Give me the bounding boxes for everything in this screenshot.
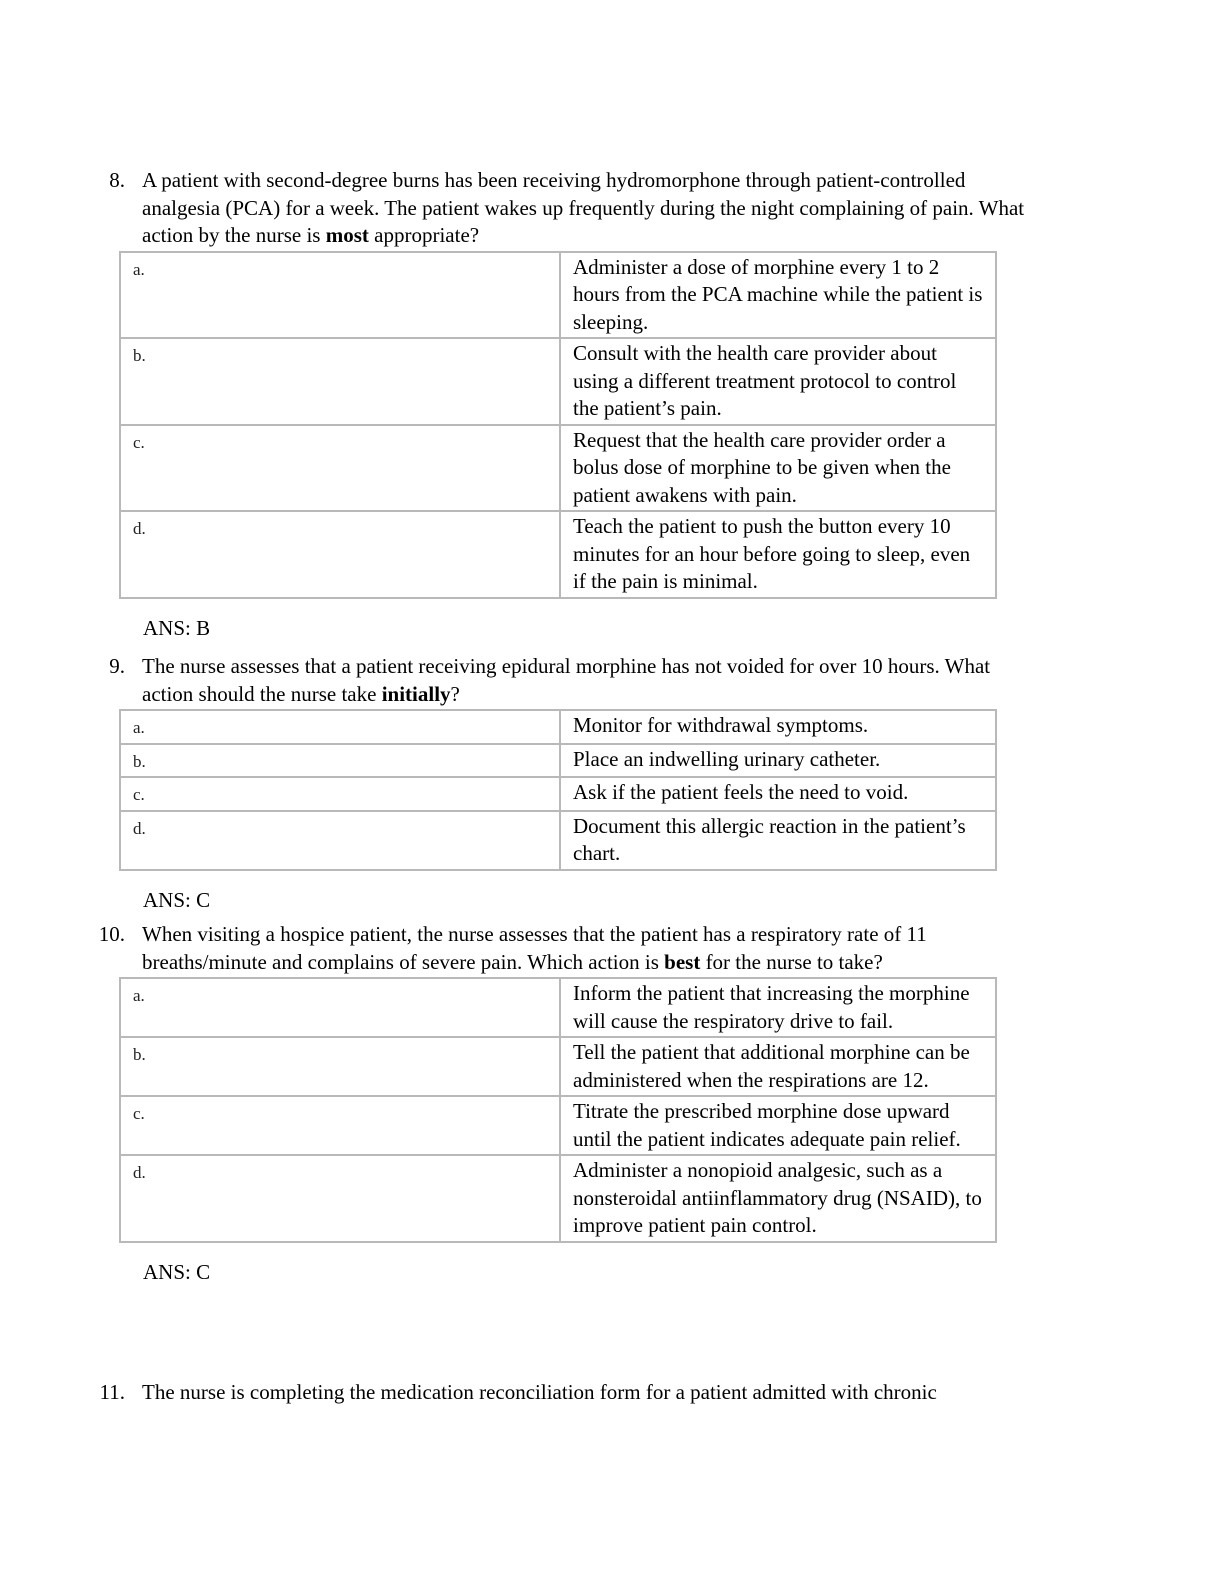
option-text: Consult with the health care provider about using a different treatment protocol to control the patient’s pain. [560, 338, 996, 425]
option-row[interactable] [120, 811, 996, 870]
stem-text: The nurse is completing the medication reconciliation form for a patient admitted with chronic [142, 1380, 937, 1404]
question-stem [109, 167, 1042, 250]
question-number: 8. [109, 168, 125, 192]
option-text: Ask if the patient feels the need to void. [560, 777, 996, 811]
option-row[interactable] [120, 978, 996, 1037]
option-text: Document this allergic reaction in the patient’s chart. [560, 811, 996, 870]
option-letter: d. [120, 1155, 560, 1242]
stem-text: When visiting a hospice patient, the nurse assesses that the patient has a respiratory rate of 11 breaths/minute and complains of severe pain. Which action is [142, 922, 927, 974]
answer-key: ANS: C [143, 1259, 211, 1284]
answer-key: ANS: B [143, 615, 211, 640]
option-text: Administer a dose of morphine every 1 to 2 hours from the PCA machine while the patient is sleeping. [560, 252, 996, 339]
stem-text-end: for the nurse to take? [700, 949, 883, 974]
option-letter: b. [120, 1037, 560, 1096]
option-text: Request that the health care provider order a bolus dose of morphine to be given when the patient awakens with pain. [560, 425, 996, 512]
option-text: Teach the patient to push the button every 10 minutes for an hour before going to sleep, even if the pain is minimal. [560, 511, 996, 598]
question-number: 10. [98, 922, 125, 946]
stem-text: A patient with second-degree burns has been receiving hydromorphone through patient-controlled analgesia (PCA) for a week. The patient wakes up frequently during the night complaining of pain. What action by the nurse is [142, 168, 1025, 247]
option-letter: d. [120, 811, 560, 870]
stem-text-end: ? [450, 681, 460, 706]
option-text: Administer a nonopioid analgesic, such as a nonsteroidal antiinflammatory drug (NSAID), to improve patient pain control. [560, 1155, 996, 1242]
option-row[interactable] [120, 1037, 996, 1096]
option-row[interactable] [120, 777, 996, 811]
option-row[interactable] [120, 710, 996, 744]
options-table [119, 251, 997, 599]
question-10 [0, 921, 1224, 1286]
question-stem [99, 1379, 1062, 1407]
option-text: Tell the patient that additional morphine can be administered when the respirations are 12. [560, 1037, 996, 1096]
question-stem [98, 921, 1042, 976]
option-text: Inform the patient that increasing the morphine will cause the respiratory drive to fail. [560, 978, 996, 1037]
option-text: Monitor for withdrawal symptoms. [560, 710, 996, 744]
stem-emphasis: best [664, 949, 701, 974]
option-letter: a. [120, 978, 560, 1037]
option-letter: b. [120, 744, 560, 778]
question-number: 9. [109, 654, 125, 678]
stem-emphasis: initially [381, 681, 451, 706]
answer-key: ANS: C [143, 887, 211, 912]
option-row[interactable] [120, 1096, 996, 1155]
option-letter: c. [120, 425, 560, 512]
question-11 [0, 1379, 1224, 1407]
question-8 [0, 167, 1224, 642]
question-number: 11. [99, 1380, 125, 1404]
option-letter: a. [120, 710, 560, 744]
stem-text-end: appropriate? [368, 223, 480, 247]
stem-text: The nurse assesses that a patient receiving epidural morphine has not voided for over 10 hours. What action should the nurse take [142, 654, 991, 706]
options-table [119, 977, 997, 1243]
option-row[interactable] [120, 338, 996, 425]
option-row[interactable] [120, 744, 996, 778]
option-row[interactable] [120, 252, 996, 339]
options-table [119, 709, 997, 871]
option-letter: a. [120, 252, 560, 339]
stem-emphasis: most [325, 223, 369, 247]
question-9 [0, 653, 1224, 914]
option-letter: c. [120, 1096, 560, 1155]
question-stem [109, 653, 1042, 708]
option-row[interactable] [120, 1155, 996, 1242]
option-row[interactable] [120, 425, 996, 512]
option-letter: c. [120, 777, 560, 811]
option-letter: b. [120, 338, 560, 425]
option-text: Place an indwelling urinary catheter. [560, 744, 996, 778]
option-letter: d. [120, 511, 560, 598]
option-text: Titrate the prescribed morphine dose upward until the patient indicates adequate pain relief. [560, 1096, 996, 1155]
option-row[interactable] [120, 511, 996, 598]
